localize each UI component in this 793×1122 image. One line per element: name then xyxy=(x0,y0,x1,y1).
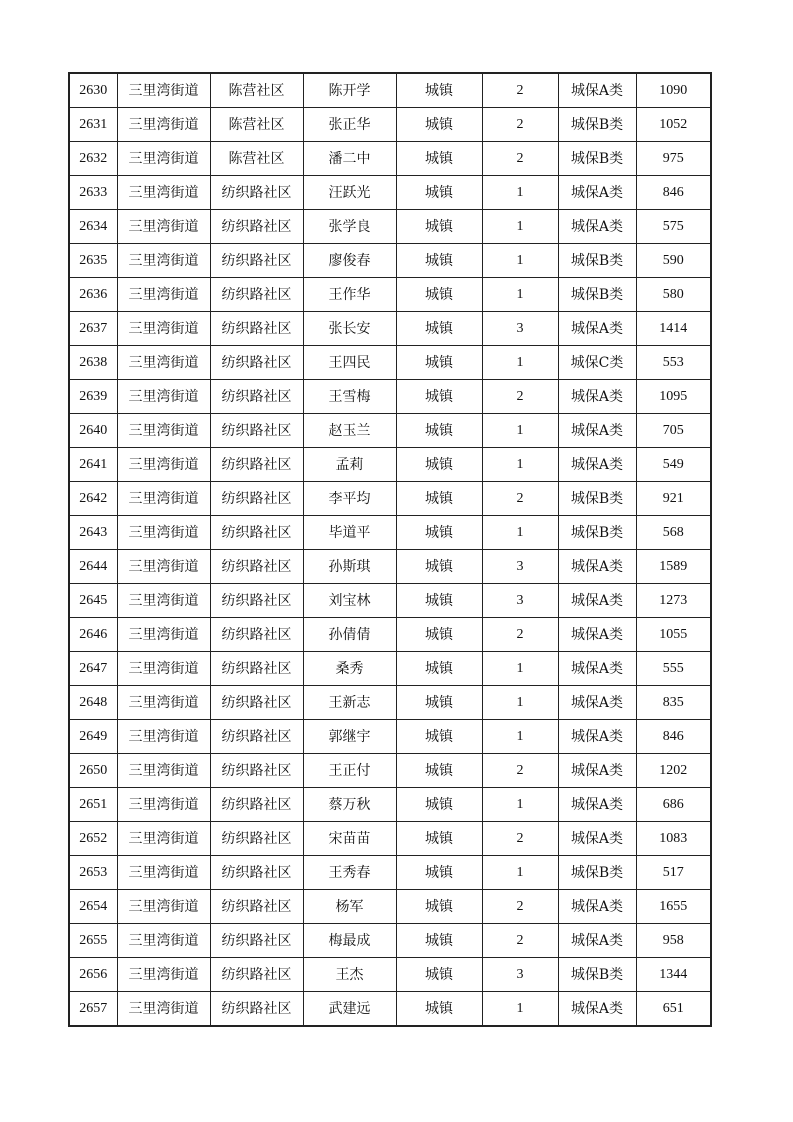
street-cell: 三里湾街道 xyxy=(117,890,210,924)
member-count-cell: 1 xyxy=(482,210,558,244)
amount-cell: 1095 xyxy=(636,380,711,414)
member-count-cell: 2 xyxy=(482,482,558,516)
serial-number-cell: 2635 xyxy=(69,244,117,278)
name-cell: 王雪梅 xyxy=(303,380,396,414)
community-cell: 纺织路社区 xyxy=(210,788,303,822)
serial-number-cell: 2634 xyxy=(69,210,117,244)
member-count-cell: 1 xyxy=(482,992,558,1027)
serial-number-cell: 2640 xyxy=(69,414,117,448)
street-cell: 三里湾街道 xyxy=(117,108,210,142)
household-type-cell: 城镇 xyxy=(396,890,482,924)
amount-cell: 846 xyxy=(636,720,711,754)
name-cell: 汪跃光 xyxy=(303,176,396,210)
household-type-cell: 城镇 xyxy=(396,686,482,720)
street-cell: 三里湾街道 xyxy=(117,958,210,992)
name-cell: 毕道平 xyxy=(303,516,396,550)
name-cell: 孙斯琪 xyxy=(303,550,396,584)
category-cell: 城保A类 xyxy=(558,210,636,244)
household-type-cell: 城镇 xyxy=(396,584,482,618)
household-type-cell: 城镇 xyxy=(396,516,482,550)
table-row xyxy=(69,516,711,550)
table-row xyxy=(69,686,711,720)
household-type-cell: 城镇 xyxy=(396,448,482,482)
amount-cell: 651 xyxy=(636,992,711,1027)
household-type-cell: 城镇 xyxy=(396,924,482,958)
member-count-cell: 3 xyxy=(482,312,558,346)
name-cell: 宋苗苗 xyxy=(303,822,396,856)
table-row xyxy=(69,958,711,992)
category-cell: 城保A类 xyxy=(558,176,636,210)
category-cell: 城保B类 xyxy=(558,278,636,312)
community-cell: 纺织路社区 xyxy=(210,958,303,992)
category-cell: 城保A类 xyxy=(558,992,636,1027)
household-type-cell: 城镇 xyxy=(396,992,482,1027)
serial-number-cell: 2638 xyxy=(69,346,117,380)
table-row xyxy=(69,448,711,482)
amount-cell: 1414 xyxy=(636,312,711,346)
street-cell: 三里湾街道 xyxy=(117,822,210,856)
name-cell: 张学良 xyxy=(303,210,396,244)
table-row xyxy=(69,754,711,788)
category-cell: 城保A类 xyxy=(558,686,636,720)
community-cell: 纺织路社区 xyxy=(210,720,303,754)
name-cell: 孙倩倩 xyxy=(303,618,396,652)
name-cell: 刘宝林 xyxy=(303,584,396,618)
member-count-cell: 2 xyxy=(482,618,558,652)
serial-number-cell: 2649 xyxy=(69,720,117,754)
street-cell: 三里湾街道 xyxy=(117,516,210,550)
category-cell: 城保A类 xyxy=(558,584,636,618)
category-cell: 城保B类 xyxy=(558,244,636,278)
community-cell: 纺织路社区 xyxy=(210,822,303,856)
member-count-cell: 1 xyxy=(482,414,558,448)
serial-number-cell: 2653 xyxy=(69,856,117,890)
household-type-cell: 城镇 xyxy=(396,210,482,244)
serial-number-cell: 2646 xyxy=(69,618,117,652)
street-cell: 三里湾街道 xyxy=(117,754,210,788)
serial-number-cell: 2633 xyxy=(69,176,117,210)
serial-number-cell: 2652 xyxy=(69,822,117,856)
community-cell: 纺织路社区 xyxy=(210,754,303,788)
street-cell: 三里湾街道 xyxy=(117,380,210,414)
member-count-cell: 2 xyxy=(482,108,558,142)
member-count-cell: 2 xyxy=(482,822,558,856)
name-cell: 王作华 xyxy=(303,278,396,312)
table-row xyxy=(69,108,711,142)
serial-number-cell: 2639 xyxy=(69,380,117,414)
amount-cell: 975 xyxy=(636,142,711,176)
serial-number-cell: 2632 xyxy=(69,142,117,176)
serial-number-cell: 2631 xyxy=(69,108,117,142)
street-cell: 三里湾街道 xyxy=(117,686,210,720)
member-count-cell: 2 xyxy=(482,142,558,176)
street-cell: 三里湾街道 xyxy=(117,550,210,584)
serial-number-cell: 2648 xyxy=(69,686,117,720)
table-row xyxy=(69,788,711,822)
name-cell: 李平均 xyxy=(303,482,396,516)
amount-cell: 549 xyxy=(636,448,711,482)
name-cell: 王杰 xyxy=(303,958,396,992)
amount-cell: 1052 xyxy=(636,108,711,142)
amount-cell: 705 xyxy=(636,414,711,448)
household-type-cell: 城镇 xyxy=(396,142,482,176)
street-cell: 三里湾街道 xyxy=(117,176,210,210)
amount-cell: 553 xyxy=(636,346,711,380)
category-cell: 城保A类 xyxy=(558,720,636,754)
member-count-cell: 1 xyxy=(482,278,558,312)
table-row xyxy=(69,73,711,108)
amount-cell: 1090 xyxy=(636,73,711,108)
serial-number-cell: 2636 xyxy=(69,278,117,312)
amount-cell: 575 xyxy=(636,210,711,244)
street-cell: 三里湾街道 xyxy=(117,856,210,890)
category-cell: 城保A类 xyxy=(558,73,636,108)
street-cell: 三里湾街道 xyxy=(117,448,210,482)
name-cell: 王新志 xyxy=(303,686,396,720)
category-cell: 城保A类 xyxy=(558,754,636,788)
street-cell: 三里湾街道 xyxy=(117,618,210,652)
household-type-cell: 城镇 xyxy=(396,414,482,448)
member-count-cell: 2 xyxy=(482,380,558,414)
household-type-cell: 城镇 xyxy=(396,618,482,652)
table-row xyxy=(69,244,711,278)
amount-cell: 517 xyxy=(636,856,711,890)
table-row xyxy=(69,278,711,312)
category-cell: 城保B类 xyxy=(558,516,636,550)
serial-number-cell: 2644 xyxy=(69,550,117,584)
member-count-cell: 1 xyxy=(482,720,558,754)
community-cell: 纺织路社区 xyxy=(210,312,303,346)
name-cell: 王秀春 xyxy=(303,856,396,890)
table-row xyxy=(69,720,711,754)
amount-cell: 1589 xyxy=(636,550,711,584)
serial-number-cell: 2642 xyxy=(69,482,117,516)
member-count-cell: 3 xyxy=(482,550,558,584)
community-cell: 陈营社区 xyxy=(210,142,303,176)
member-count-cell: 1 xyxy=(482,176,558,210)
community-cell: 纺织路社区 xyxy=(210,550,303,584)
amount-cell: 1083 xyxy=(636,822,711,856)
community-cell: 纺织路社区 xyxy=(210,380,303,414)
household-type-cell: 城镇 xyxy=(396,754,482,788)
street-cell: 三里湾街道 xyxy=(117,652,210,686)
category-cell: 城保A类 xyxy=(558,890,636,924)
serial-number-cell: 2647 xyxy=(69,652,117,686)
household-type-cell: 城镇 xyxy=(396,958,482,992)
member-count-cell: 1 xyxy=(482,244,558,278)
serial-number-cell: 2654 xyxy=(69,890,117,924)
member-count-cell: 3 xyxy=(482,958,558,992)
table-row xyxy=(69,482,711,516)
table-row xyxy=(69,312,711,346)
name-cell: 桑秀 xyxy=(303,652,396,686)
category-cell: 城保A类 xyxy=(558,788,636,822)
street-cell: 三里湾街道 xyxy=(117,720,210,754)
name-cell: 张正华 xyxy=(303,108,396,142)
name-cell: 王正付 xyxy=(303,754,396,788)
community-cell: 纺织路社区 xyxy=(210,244,303,278)
member-count-cell: 2 xyxy=(482,754,558,788)
serial-number-cell: 2645 xyxy=(69,584,117,618)
household-type-cell: 城镇 xyxy=(396,73,482,108)
category-cell: 城保A类 xyxy=(558,652,636,686)
community-cell: 纺织路社区 xyxy=(210,176,303,210)
member-count-cell: 1 xyxy=(482,346,558,380)
community-cell: 纺织路社区 xyxy=(210,924,303,958)
community-cell: 纺织路社区 xyxy=(210,686,303,720)
amount-cell: 568 xyxy=(636,516,711,550)
amount-cell: 1344 xyxy=(636,958,711,992)
community-cell: 纺织路社区 xyxy=(210,992,303,1027)
category-cell: 城保C类 xyxy=(558,346,636,380)
household-type-cell: 城镇 xyxy=(396,176,482,210)
category-cell: 城保A类 xyxy=(558,448,636,482)
household-type-cell: 城镇 xyxy=(396,380,482,414)
serial-number-cell: 2655 xyxy=(69,924,117,958)
table-row xyxy=(69,822,711,856)
amount-cell: 580 xyxy=(636,278,711,312)
street-cell: 三里湾街道 xyxy=(117,584,210,618)
amount-cell: 686 xyxy=(636,788,711,822)
amount-cell: 1273 xyxy=(636,584,711,618)
serial-number-cell: 2641 xyxy=(69,448,117,482)
community-cell: 纺织路社区 xyxy=(210,448,303,482)
category-cell: 城保B类 xyxy=(558,142,636,176)
community-cell: 纺织路社区 xyxy=(210,210,303,244)
member-count-cell: 2 xyxy=(482,73,558,108)
category-cell: 城保A类 xyxy=(558,312,636,346)
household-type-cell: 城镇 xyxy=(396,550,482,584)
category-cell: 城保A类 xyxy=(558,924,636,958)
category-cell: 城保A类 xyxy=(558,550,636,584)
table-row xyxy=(69,584,711,618)
name-cell: 梅最成 xyxy=(303,924,396,958)
table-row xyxy=(69,210,711,244)
amount-cell: 958 xyxy=(636,924,711,958)
amount-cell: 555 xyxy=(636,652,711,686)
street-cell: 三里湾街道 xyxy=(117,142,210,176)
household-type-cell: 城镇 xyxy=(396,652,482,686)
category-cell: 城保A类 xyxy=(558,822,636,856)
community-cell: 纺织路社区 xyxy=(210,278,303,312)
street-cell: 三里湾街道 xyxy=(117,346,210,380)
table-row xyxy=(69,346,711,380)
table-row xyxy=(69,550,711,584)
serial-number-cell: 2637 xyxy=(69,312,117,346)
street-cell: 三里湾街道 xyxy=(117,312,210,346)
street-cell: 三里湾街道 xyxy=(117,482,210,516)
community-cell: 纺织路社区 xyxy=(210,652,303,686)
member-count-cell: 1 xyxy=(482,856,558,890)
table-body xyxy=(69,73,711,1026)
household-type-cell: 城镇 xyxy=(396,482,482,516)
name-cell: 杨军 xyxy=(303,890,396,924)
recipient-table xyxy=(68,72,712,1027)
table-row xyxy=(69,618,711,652)
name-cell: 武建远 xyxy=(303,992,396,1027)
serial-number-cell: 2650 xyxy=(69,754,117,788)
street-cell: 三里湾街道 xyxy=(117,244,210,278)
category-cell: 城保A类 xyxy=(558,618,636,652)
name-cell: 陈开学 xyxy=(303,73,396,108)
community-cell: 陈营社区 xyxy=(210,108,303,142)
community-cell: 纺织路社区 xyxy=(210,618,303,652)
amount-cell: 590 xyxy=(636,244,711,278)
amount-cell: 1055 xyxy=(636,618,711,652)
serial-number-cell: 2657 xyxy=(69,992,117,1027)
name-cell: 潘二中 xyxy=(303,142,396,176)
household-type-cell: 城镇 xyxy=(396,788,482,822)
table-row xyxy=(69,856,711,890)
amount-cell: 1655 xyxy=(636,890,711,924)
community-cell: 纺织路社区 xyxy=(210,482,303,516)
name-cell: 赵玉兰 xyxy=(303,414,396,448)
serial-number-cell: 2656 xyxy=(69,958,117,992)
member-count-cell: 2 xyxy=(482,924,558,958)
category-cell: 城保A类 xyxy=(558,414,636,448)
street-cell: 三里湾街道 xyxy=(117,992,210,1027)
street-cell: 三里湾街道 xyxy=(117,210,210,244)
serial-number-cell: 2643 xyxy=(69,516,117,550)
community-cell: 陈营社区 xyxy=(210,73,303,108)
table-row xyxy=(69,380,711,414)
amount-cell: 921 xyxy=(636,482,711,516)
category-cell: 城保B类 xyxy=(558,482,636,516)
category-cell: 城保B类 xyxy=(558,958,636,992)
community-cell: 纺织路社区 xyxy=(210,584,303,618)
community-cell: 纺织路社区 xyxy=(210,856,303,890)
category-cell: 城保A类 xyxy=(558,380,636,414)
member-count-cell: 1 xyxy=(482,686,558,720)
table-row xyxy=(69,924,711,958)
household-type-cell: 城镇 xyxy=(396,244,482,278)
amount-cell: 1202 xyxy=(636,754,711,788)
street-cell: 三里湾街道 xyxy=(117,414,210,448)
household-type-cell: 城镇 xyxy=(396,856,482,890)
category-cell: 城保B类 xyxy=(558,108,636,142)
household-type-cell: 城镇 xyxy=(396,346,482,380)
serial-number-cell: 2651 xyxy=(69,788,117,822)
household-type-cell: 城镇 xyxy=(396,720,482,754)
table-row xyxy=(69,652,711,686)
member-count-cell: 1 xyxy=(482,516,558,550)
community-cell: 纺织路社区 xyxy=(210,516,303,550)
name-cell: 郭继宇 xyxy=(303,720,396,754)
serial-number-cell: 2630 xyxy=(69,73,117,108)
table-row xyxy=(69,890,711,924)
community-cell: 纺织路社区 xyxy=(210,890,303,924)
table-row xyxy=(69,992,711,1027)
amount-cell: 846 xyxy=(636,176,711,210)
household-type-cell: 城镇 xyxy=(396,822,482,856)
community-cell: 纺织路社区 xyxy=(210,346,303,380)
table-row xyxy=(69,414,711,448)
category-cell: 城保B类 xyxy=(558,856,636,890)
member-count-cell: 1 xyxy=(482,652,558,686)
household-type-cell: 城镇 xyxy=(396,278,482,312)
street-cell: 三里湾街道 xyxy=(117,278,210,312)
member-count-cell: 1 xyxy=(482,788,558,822)
name-cell: 王四民 xyxy=(303,346,396,380)
member-count-cell: 1 xyxy=(482,448,558,482)
name-cell: 廖俊春 xyxy=(303,244,396,278)
name-cell: 蔡万秋 xyxy=(303,788,396,822)
household-type-cell: 城镇 xyxy=(396,312,482,346)
table-row xyxy=(69,176,711,210)
member-count-cell: 3 xyxy=(482,584,558,618)
member-count-cell: 2 xyxy=(482,890,558,924)
name-cell: 张长安 xyxy=(303,312,396,346)
street-cell: 三里湾街道 xyxy=(117,788,210,822)
household-type-cell: 城镇 xyxy=(396,108,482,142)
name-cell: 孟莉 xyxy=(303,448,396,482)
community-cell: 纺织路社区 xyxy=(210,414,303,448)
table-row xyxy=(69,142,711,176)
amount-cell: 835 xyxy=(636,686,711,720)
street-cell: 三里湾街道 xyxy=(117,924,210,958)
street-cell: 三里湾街道 xyxy=(117,73,210,108)
